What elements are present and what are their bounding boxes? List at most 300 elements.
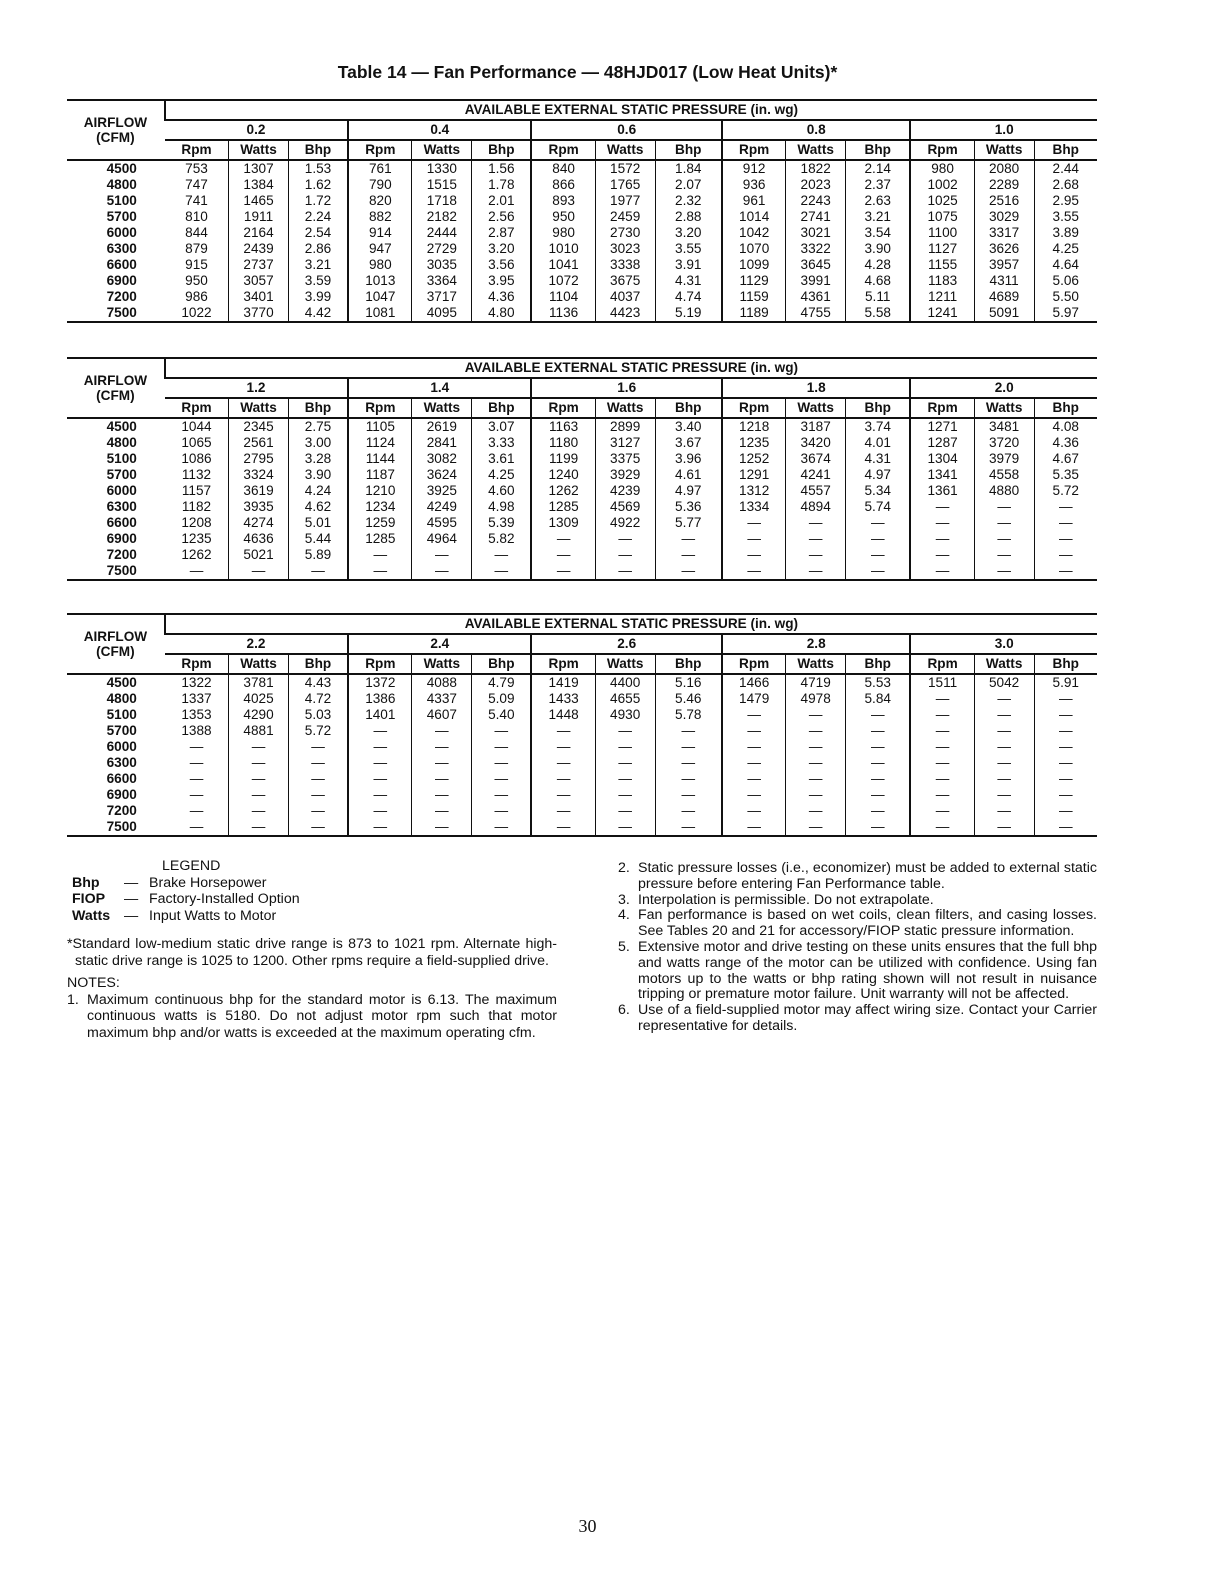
- table-cell: 866: [531, 177, 595, 193]
- table-cell: 3.59: [288, 273, 348, 289]
- table-cell: 3.95: [472, 273, 532, 289]
- airflow-value: 6300: [106, 499, 137, 514]
- static-pressure-header: AVAILABLE EXTERNAL STATIC PRESSURE (in. wg): [165, 614, 1097, 634]
- table-cell: 2516: [974, 193, 1034, 209]
- table-cell: —: [722, 787, 786, 803]
- table-cell: —: [786, 819, 846, 836]
- table-cell: 4.97: [846, 467, 911, 483]
- table-cell: 761: [348, 160, 412, 177]
- table-row: [67, 691, 1097, 707]
- table-cell: 3082: [412, 451, 472, 467]
- table-cell: 3.74: [846, 418, 911, 435]
- airflow-value: 6600: [106, 515, 137, 530]
- table-cell: 4361: [786, 289, 846, 305]
- airflow-header: [67, 358, 165, 418]
- table-cell: 1262: [181, 547, 212, 562]
- airflow-value: 6000: [106, 739, 137, 754]
- table-cell: 4607: [412, 707, 472, 723]
- column-subheader: Bhp: [1034, 140, 1097, 160]
- airflow-value: 7500: [67, 819, 165, 836]
- table-cell: 5.50: [1034, 289, 1097, 305]
- table-cell: 1025: [910, 193, 974, 209]
- note-number: 6.: [618, 1002, 630, 1019]
- table-cell: —: [910, 499, 974, 515]
- table-cell: —: [472, 787, 532, 803]
- table-cell: —: [412, 771, 472, 787]
- table-row: [67, 499, 1097, 515]
- table-cell: 3675: [595, 273, 655, 289]
- table-cell: 1075: [910, 209, 974, 225]
- table-cell: 2289: [974, 177, 1034, 193]
- table-cell: 5.89: [288, 547, 348, 563]
- table-cell: —: [655, 563, 722, 580]
- table-cell: 2444: [412, 225, 472, 241]
- table-cell: 4.64: [1034, 257, 1097, 273]
- table-cell: 3021: [786, 225, 846, 241]
- table-cell: —: [910, 723, 974, 739]
- table-cell: —: [655, 771, 722, 787]
- table-cell: —: [786, 531, 846, 547]
- table-cell: 4881: [229, 723, 289, 739]
- legend-desc: Brake Horsepower: [149, 874, 267, 891]
- table-cell: 1235: [181, 531, 212, 546]
- table-cell: 4689: [974, 289, 1034, 305]
- table-cell: 1285: [348, 531, 412, 547]
- table-cell: 5.11: [846, 289, 911, 305]
- table-cell: 4.72: [288, 691, 348, 707]
- table-cell: 1002: [910, 177, 974, 193]
- airflow-value: 6900: [106, 787, 137, 802]
- column-subheader: Watts: [412, 654, 472, 674]
- table-cell: 1252: [722, 451, 786, 467]
- table-cell: 4037: [595, 289, 655, 305]
- table-cell: 1465: [229, 193, 289, 209]
- column-subheader: Watts: [229, 398, 289, 418]
- column-subheader: Watts: [595, 398, 655, 418]
- table-cell: —: [786, 707, 846, 723]
- table-cell: —: [412, 755, 472, 771]
- column-subheader: Rpm: [722, 398, 786, 418]
- table-cell: 1419: [531, 674, 595, 691]
- column-subheader: Watts: [229, 140, 289, 160]
- table-cell: —: [974, 499, 1034, 515]
- airflow-label: AIRFLOW: [83, 115, 148, 130]
- table-cell: —: [1034, 787, 1097, 803]
- table-row: [67, 225, 1097, 241]
- table-row: [67, 451, 1097, 467]
- table-cell: 4249: [412, 499, 472, 515]
- column-subheader: Bhp: [288, 398, 348, 418]
- column-subheader: Watts: [786, 140, 846, 160]
- table-cell: —: [229, 803, 289, 819]
- note-number: 4.: [618, 907, 630, 924]
- table-cell: 3.21: [846, 209, 911, 225]
- pressure-group-header: 0.4: [348, 120, 531, 140]
- table-cell: 3935: [229, 499, 289, 515]
- table-cell: —: [348, 563, 412, 580]
- table-cell: —: [1034, 547, 1097, 563]
- table-cell: 1072: [531, 273, 595, 289]
- table-cell: 4400: [595, 674, 655, 691]
- legend-item: [67, 891, 557, 908]
- table-cell: 5.91: [1034, 674, 1097, 691]
- column-subheader: Rpm: [165, 140, 229, 160]
- table-cell: —: [974, 563, 1034, 580]
- airflow-value: 6300: [106, 241, 137, 256]
- legend-desc: Input Watts to Motor: [149, 907, 277, 924]
- table-cell: —: [531, 787, 595, 803]
- column-subheader: Watts: [786, 398, 846, 418]
- table-cell: 1388: [181, 723, 212, 738]
- column-subheader: Rpm: [722, 654, 786, 674]
- table-cell: 3991: [786, 273, 846, 289]
- table-cell: 2.37: [846, 177, 911, 193]
- table-cell: 4.28: [846, 257, 911, 273]
- table-cell: 1977: [595, 193, 655, 209]
- table-cell: 1155: [910, 257, 974, 273]
- airflow-header: [67, 614, 165, 674]
- table-cell: 4.60: [472, 483, 532, 499]
- note-number: 1.: [67, 991, 79, 1008]
- table-cell: —: [722, 755, 786, 771]
- table-cell: 1218: [722, 418, 786, 435]
- table-cell: 5.44: [288, 531, 348, 547]
- table-cell: 1718: [412, 193, 472, 209]
- page-number: 30: [578, 1516, 597, 1536]
- airflow-value: 5100: [106, 451, 137, 466]
- table-cell: 950: [531, 209, 595, 225]
- table-cell: 1210: [348, 483, 412, 499]
- note-text: Fan performance is based on wet coils, clean filters, and casing losses. See Tables 20 and 21 for accessory/FIOP static pressure information.: [638, 907, 1097, 940]
- table-cell: 3.00: [288, 435, 348, 451]
- table-cell: 4655: [595, 691, 655, 707]
- table-cell: 2164: [229, 225, 289, 241]
- table-cell: 5.09: [472, 691, 532, 707]
- table-cell: —: [348, 723, 412, 739]
- table-cell: 5.39: [472, 515, 532, 531]
- note-text: Maximum continuous bhp for the standard motor is 6.13. The maximum continuous watts is 5180. Do not adjust motor rpm such that motor maximum bhp and/or watts is exceeded at the maximum operating cfm.: [87, 991, 557, 1041]
- subheader-row: [67, 654, 1097, 674]
- table-row: [67, 787, 1097, 803]
- column-subheader: Rpm: [531, 140, 595, 160]
- pressure-group-header: 1.2: [165, 378, 348, 398]
- table-cell: —: [786, 547, 846, 563]
- table-cell: —: [786, 723, 846, 739]
- table-cell: 914: [348, 225, 412, 241]
- table-cell: —: [910, 819, 974, 836]
- table-cell: 840: [531, 160, 595, 177]
- table-cell: 3645: [786, 257, 846, 273]
- table-cell: 3925: [412, 483, 472, 499]
- table-cell: 2.95: [1034, 193, 1097, 209]
- column-subheader: Rpm: [722, 140, 786, 160]
- table-cell: 3317: [974, 225, 1034, 241]
- table-cell: 2182: [412, 209, 472, 225]
- note-item: [618, 893, 1097, 909]
- table-cell: 2.14: [846, 160, 911, 177]
- table-cell: 3626: [974, 241, 1034, 257]
- table-cell: —: [786, 771, 846, 787]
- table-row: [67, 257, 1097, 273]
- table-cell: —: [655, 787, 722, 803]
- table-cell: 1353: [181, 707, 212, 722]
- table-cell: 3619: [229, 483, 289, 499]
- pressure-row: [67, 634, 1097, 654]
- table-cell: —: [910, 691, 974, 707]
- table-cell: —: [595, 803, 655, 819]
- table-cell: —: [910, 771, 974, 787]
- note-item: [618, 940, 1097, 1003]
- table-cell: —: [1034, 499, 1097, 515]
- table-cell: 2795: [229, 451, 289, 467]
- table-cell: 980: [910, 160, 974, 177]
- column-subheader: Bhp: [1034, 654, 1097, 674]
- table-cell: 1291: [722, 467, 786, 483]
- table-cell: 2730: [595, 225, 655, 241]
- table-cell: —: [229, 563, 289, 580]
- table-cell: 2729: [412, 241, 472, 257]
- table-cell: —: [786, 739, 846, 755]
- table-cell: 1086: [181, 451, 212, 466]
- table-cell: 961: [722, 193, 786, 209]
- pressure-group-header: 3.0: [910, 634, 1097, 654]
- table-cell: 3057: [229, 273, 289, 289]
- table-cell: —: [846, 547, 911, 563]
- airflow-value: 4800: [106, 177, 137, 192]
- table-cell: 1241: [910, 305, 974, 322]
- fan-performance-table: [67, 357, 1097, 581]
- column-subheader: Watts: [974, 140, 1034, 160]
- table-cell: 4.43: [288, 674, 348, 691]
- subheader-row: [67, 140, 1097, 160]
- table-cell: 3.54: [846, 225, 911, 241]
- table-cell: —: [412, 563, 472, 580]
- table-cell: 5.53: [846, 674, 911, 691]
- table-cell: 5.36: [655, 499, 722, 515]
- note-text: Use of a field-supplied motor may affect wiring size. Contact your Carrier representative for details.: [638, 1002, 1097, 1034]
- table-cell: —: [655, 723, 722, 739]
- table-cell: —: [974, 771, 1034, 787]
- table-cell: 5.78: [655, 707, 722, 723]
- table-cell: 3.33: [472, 435, 532, 451]
- pressure-group-header: 0.8: [722, 120, 910, 140]
- table-cell: 741: [185, 193, 208, 208]
- table-cell: 4095: [412, 305, 472, 322]
- table-cell: 4964: [412, 531, 472, 547]
- table-cell: —: [531, 803, 595, 819]
- table-cell: 4.25: [472, 467, 532, 483]
- table-row: [67, 209, 1097, 225]
- table-cell: 5.03: [288, 707, 348, 723]
- table-cell: 4558: [974, 467, 1034, 483]
- pressure-group-header: 0.6: [531, 120, 722, 140]
- table-cell: 980: [348, 257, 412, 273]
- column-subheader: Rpm: [348, 654, 412, 674]
- table-cell: 4.68: [846, 273, 911, 289]
- table-cell: 3.61: [472, 451, 532, 467]
- table-cell: 950: [185, 273, 208, 288]
- table-cell: —: [412, 803, 472, 819]
- table-cell: 4.31: [846, 451, 911, 467]
- table-cell: 1065: [181, 435, 212, 450]
- table-cell: 1384: [229, 177, 289, 193]
- table-cell: —: [348, 547, 412, 563]
- table-cell: 820: [348, 193, 412, 209]
- table-cell: 5.06: [1034, 273, 1097, 289]
- table-cell: 1307: [229, 160, 289, 177]
- note-number: 3.: [618, 891, 630, 908]
- table-row: [67, 241, 1097, 257]
- table-cell: —: [348, 771, 412, 787]
- pressure-group-header: 2.6: [531, 634, 722, 654]
- legend-dash: —: [124, 907, 139, 924]
- airflow-header: [67, 100, 165, 160]
- legend-abbr: FIOP: [72, 891, 106, 907]
- table-cell: 1.53: [288, 160, 348, 177]
- table-cell: 3.20: [655, 225, 722, 241]
- table-cell: 3401: [229, 289, 289, 305]
- table-cell: —: [348, 739, 412, 755]
- table-cell: 1070: [722, 241, 786, 257]
- table-cell: —: [348, 787, 412, 803]
- table-cell: 2439: [229, 241, 289, 257]
- table-cell: 1235: [722, 435, 786, 451]
- table-cell: 5021: [229, 547, 289, 563]
- airflow-value: 4500: [106, 161, 137, 176]
- airflow-value: 6000: [106, 225, 137, 240]
- table-row: [67, 467, 1097, 483]
- notes-heading: NOTES:: [67, 975, 120, 991]
- table-cell: 1515: [412, 177, 472, 193]
- table-cell: —: [412, 819, 472, 836]
- table-cell: —: [974, 739, 1034, 755]
- table-cell: —: [348, 755, 412, 771]
- note-item: [618, 1003, 1097, 1035]
- note-text: Extensive motor and drive testing on these units ensures that the full bhp and watts range of the motor can be utilized with confidence. Using fan motors up to the watts or bhp rating shown will not result in nuisance tripping or premature motor failure. Unit warranty will not be affected.: [638, 938, 1097, 1003]
- column-subheader: Rpm: [348, 398, 412, 418]
- table-cell: 1.84: [655, 160, 722, 177]
- table-cell: 5.77: [655, 515, 722, 531]
- table-cell: —: [348, 803, 412, 819]
- note-text: Static pressure losses (i.e., economizer) must be added to external static pressure before entering Fan Performance table.: [638, 860, 1097, 892]
- table-cell: —: [722, 707, 786, 723]
- pressure-group-header: 0.2: [165, 120, 348, 140]
- table-cell: 2619: [412, 418, 472, 435]
- note-item: [67, 992, 557, 1042]
- table-cell: —: [595, 739, 655, 755]
- table-row: [67, 803, 1097, 819]
- table-cell: 2.63: [846, 193, 911, 209]
- legend-item: [67, 875, 557, 892]
- table-cell: —: [974, 755, 1034, 771]
- table-cell: 4.24: [288, 483, 348, 499]
- airflow-value: 4500: [106, 675, 137, 690]
- table-cell: 4.80: [472, 305, 532, 322]
- table-cell: 1105: [348, 418, 412, 435]
- legend-desc: Factory-Installed Option: [149, 891, 300, 907]
- table-cell: 3375: [595, 451, 655, 467]
- table-cell: —: [846, 787, 911, 803]
- table-cell: 810: [185, 209, 208, 224]
- table-cell: 4.31: [655, 273, 722, 289]
- table-cell: 4595: [412, 515, 472, 531]
- table-cell: 2.87: [472, 225, 532, 241]
- table-cell: 3781: [229, 674, 289, 691]
- table-cell: 1044: [181, 419, 212, 434]
- table-cell: —: [846, 531, 911, 547]
- table-cell: 3.99: [288, 289, 348, 305]
- table-cell: —: [846, 723, 911, 739]
- table-cell: 1765: [595, 177, 655, 193]
- column-subheader: Rpm: [165, 398, 229, 418]
- table-cell: 1100: [910, 225, 974, 241]
- table-cell: —: [412, 739, 472, 755]
- airflow-value: 6600: [106, 257, 137, 272]
- table-cell: 1386: [348, 691, 412, 707]
- table-cell: 1208: [181, 515, 212, 530]
- footnote: *Standard low-medium static drive range is 873 to 1021 rpm. Alternate high-static drive range is 1025 to 1200. Other rpms require a field-supplied drive.: [67, 936, 557, 969]
- table-cell: 1189: [722, 305, 786, 322]
- column-subheader: Watts: [412, 140, 472, 160]
- pressure-group-header: 2.8: [722, 634, 910, 654]
- table-cell: —: [974, 803, 1034, 819]
- table-cell: —: [846, 803, 911, 819]
- table-cell: 2459: [595, 209, 655, 225]
- table-cell: —: [229, 787, 289, 803]
- table-cell: 1013: [348, 273, 412, 289]
- table-cell: 4719: [786, 674, 846, 691]
- table-cell: 1127: [910, 241, 974, 257]
- table-cell: —: [229, 755, 289, 771]
- table-cell: 4.08: [1034, 418, 1097, 435]
- table-cell: —: [722, 803, 786, 819]
- table-cell: 1099: [722, 257, 786, 273]
- table-cell: —: [910, 547, 974, 563]
- table-cell: 3.90: [288, 467, 348, 483]
- table-cell: 3481: [974, 418, 1034, 435]
- airflow-value: 6900: [106, 531, 137, 546]
- table-cell: 790: [348, 177, 412, 193]
- table-cell: 1124: [348, 435, 412, 451]
- table-cell: —: [229, 819, 289, 836]
- table-cell: —: [595, 563, 655, 580]
- table-cell: 3.67: [655, 435, 722, 451]
- table-cell: 2345: [229, 418, 289, 435]
- table-row: [67, 674, 1097, 691]
- table-cell: 2.44: [1034, 160, 1097, 177]
- table-cell: 4894: [786, 499, 846, 515]
- table-cell: 2.07: [655, 177, 722, 193]
- table-cell: 1262: [531, 483, 595, 499]
- table-cell: —: [846, 707, 911, 723]
- airflow-value: 4800: [106, 691, 137, 706]
- table-cell: —: [910, 739, 974, 755]
- column-subheader: Watts: [974, 398, 1034, 418]
- column-subheader: Rpm: [531, 398, 595, 418]
- pressure-group-header: 2.4: [348, 634, 531, 654]
- column-subheader: Watts: [786, 654, 846, 674]
- table-cell: 936: [722, 177, 786, 193]
- table-cell: —: [165, 819, 229, 836]
- table-cell: 3338: [595, 257, 655, 273]
- table-cell: 3720: [974, 435, 1034, 451]
- table-cell: 3.21: [288, 257, 348, 273]
- table-cell: 1.72: [288, 193, 348, 209]
- table-cell: —: [595, 819, 655, 836]
- table-cell: 3035: [412, 257, 472, 273]
- table-cell: —: [531, 755, 595, 771]
- table-cell: —: [655, 547, 722, 563]
